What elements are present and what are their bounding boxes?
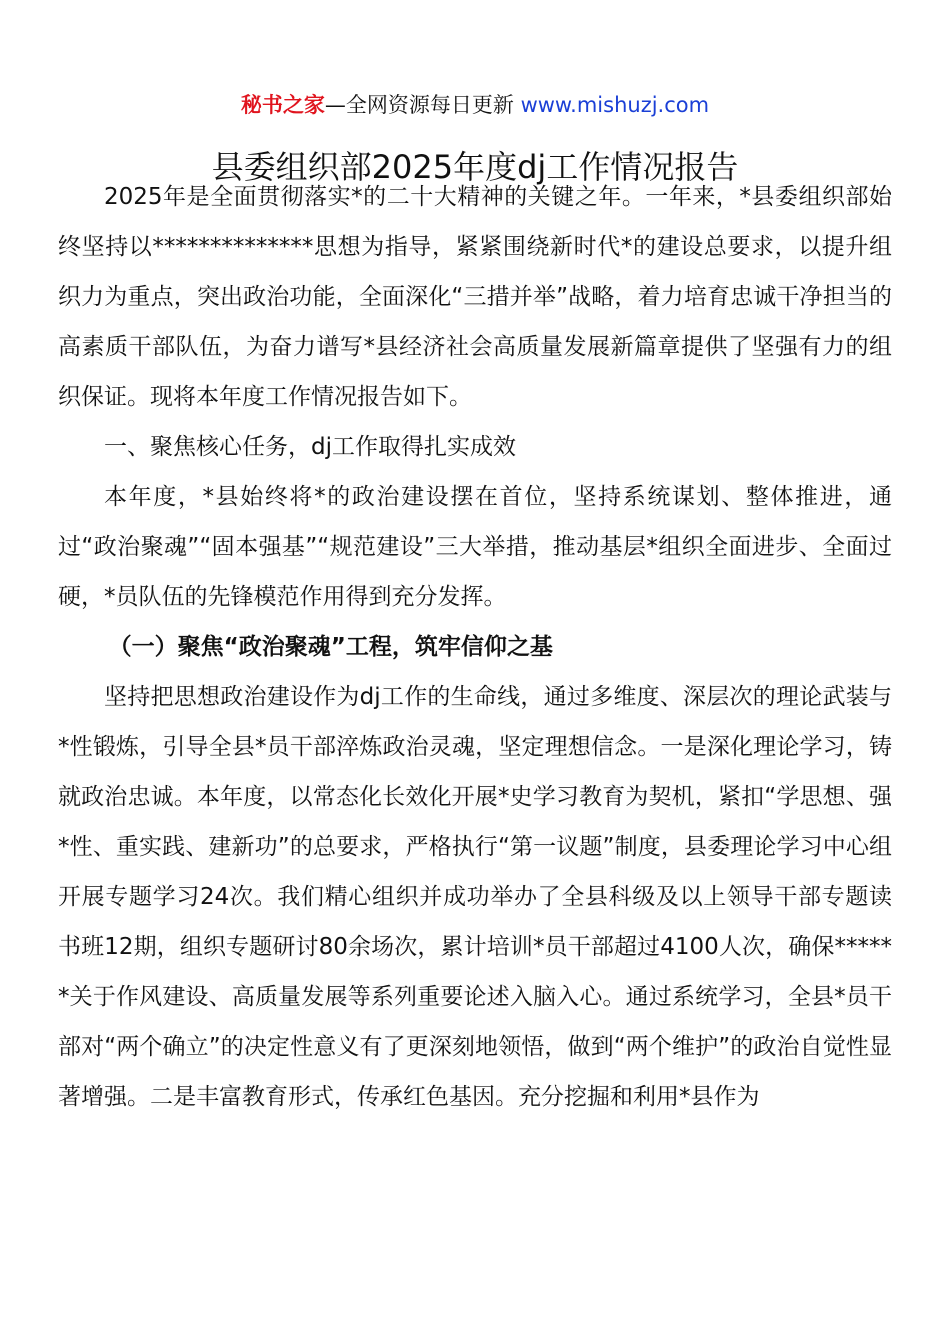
section-1-paragraph: 本年度，*县始终将*的政治建设摆在首位，坚持系统谋划、整体推进，通过“政治聚魂”“固本强基”“规范建设”三大举措，推动基层*组织全面进步、全面过硬，*员队伍的先锋模范作用得到充分发挥。	[58, 484, 892, 610]
header-tagline: —全网资源每日更新	[324, 93, 521, 117]
site-header	[58, 88, 892, 122]
document-title: 县委组织部2025年度dj工作情况报告	[211, 148, 739, 186]
site-url-link[interactable]: www.mishuzj.com	[520, 93, 710, 117]
section-heading-1: 一、聚焦核心任务，dj工作取得扎实成效	[104, 434, 516, 460]
document-body	[58, 172, 892, 1122]
brand-name: 秘书之家	[240, 93, 325, 117]
subsection-heading-1: （一）聚焦“政治聚魂”工程，筑牢信仰之基	[108, 634, 553, 660]
intro-paragraph: 2025年是全面贯彻落实*的二十大精神的关键之年。一年来，*县委组织部始终坚持以**************思想为指导，紧紧围绕新时代*的建设总要求，以提升组织力为重点，突出政治功能，全面深化“三措并举”战略，着力培育忠诚干净担当的高素质干部队伍，为奋力谱写*县经济社会高质量发展新篇章提供了坚强有力的组织保证。现将本年度工作情况报告如下。	[58, 184, 892, 410]
subsection-1-paragraph: 坚持把思想政治建设作为dj工作的生命线，通过多维度、深层次的理论武装与*性锻炼，引导全县*员干部淬炼政治灵魂，坚定理想信念。一是深化理论学习，铸就政治忠诚。本年度，以常态化长效化开展*史学习教育为契机，紧扣“学思想、强*性、重实践、建新功”的总要求，严格执行“第一议题”制度，县委理论学习中心组开展专题学习24次。我们精心组织并成功举办了全县科级及以上领导干部专题读书班12期，组织专题研讨80余场次，累计培训*员干部超过4100人次，确保******关于作风建设、高质量发展等系列重要论述入脑入心。通过系统学习，全县*员干部对“两个确立”的决定性意义有了更深刻地领悟，做到“两个维护”的政治自觉性显著增强。二是丰富教育形式，传承红色基因。充分挖掘和利用*县作为	[58, 684, 892, 1110]
